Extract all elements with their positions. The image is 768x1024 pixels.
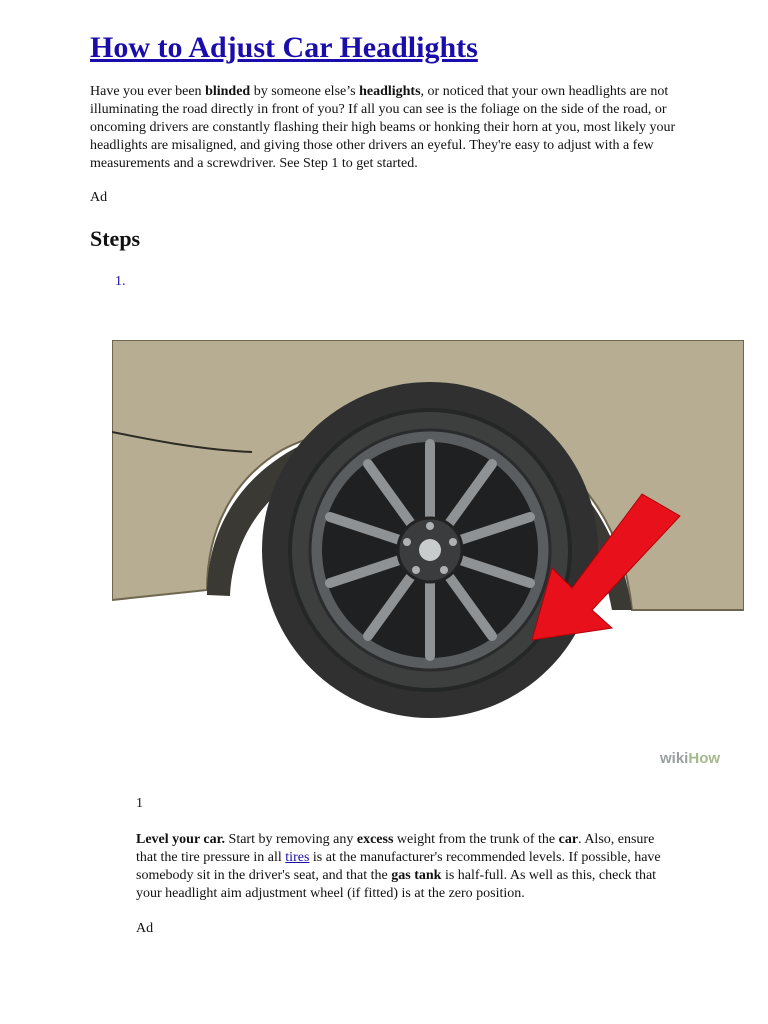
step-1-bold-car: car: [558, 832, 579, 847]
step-1-text-4: is at the manufacturer's recommended levels. If possible, have somebody sit in the driver's seat, and that the: [136, 850, 661, 883]
intro-bold-headlights: headlights: [359, 84, 421, 99]
step-number: 1: [136, 796, 143, 811]
step-list-number: 1.: [115, 274, 126, 289]
step-1-bold-gas-tank: gas tank: [391, 868, 442, 883]
step-1-text-1: Start by removing any: [225, 832, 357, 847]
watermark-wiki: wiki: [660, 750, 689, 767]
step-1-lead: Level your car.: [136, 832, 226, 847]
step-1-text-3: . Also, ensure that the tire pressure in all: [136, 832, 655, 865]
ad-label-2: Ad: [136, 921, 154, 936]
intro-text-1: Have you ever been: [90, 84, 206, 99]
step-illustration-wheel: [112, 340, 744, 720]
article-title-link[interactable]: How to Adjust Car Headlights: [90, 31, 478, 64]
intro-text-3: , or noticed that your own headlights are not illuminating the road directly in front of you? If all you can see is the foliage on the side of the road, or oncoming drivers are constantly flashing their high beams or honking their horn at you, most likely your headlights are misaligned, and giving those other drivers an eyeful. They're easy to adjust with a few measurements and a screwdriver. See Step 1 to get started.: [90, 84, 676, 171]
article-title: [90, 28, 478, 68]
wikihow-watermark: [660, 750, 720, 767]
intro-bold-blinded: blinded: [205, 84, 251, 99]
wheel-center-cap: [419, 539, 441, 561]
watermark-how: How: [688, 750, 721, 767]
step-1-paragraph: [136, 831, 676, 903]
tires-link[interactable]: tires: [285, 850, 310, 865]
step-1-bold-excess: excess: [356, 832, 394, 847]
steps-heading: Steps: [90, 226, 141, 251]
intro-paragraph: [90, 83, 690, 173]
intro-text-2: by someone else’s: [250, 84, 360, 99]
ad-label: Ad: [90, 190, 108, 205]
step-1-text-5: is half-full. As well as this, check that your headlight aim adjustment wheel (if fitted) is at the zero position.: [136, 868, 657, 901]
step-1-text-2: weight from the trunk of the: [393, 832, 559, 847]
